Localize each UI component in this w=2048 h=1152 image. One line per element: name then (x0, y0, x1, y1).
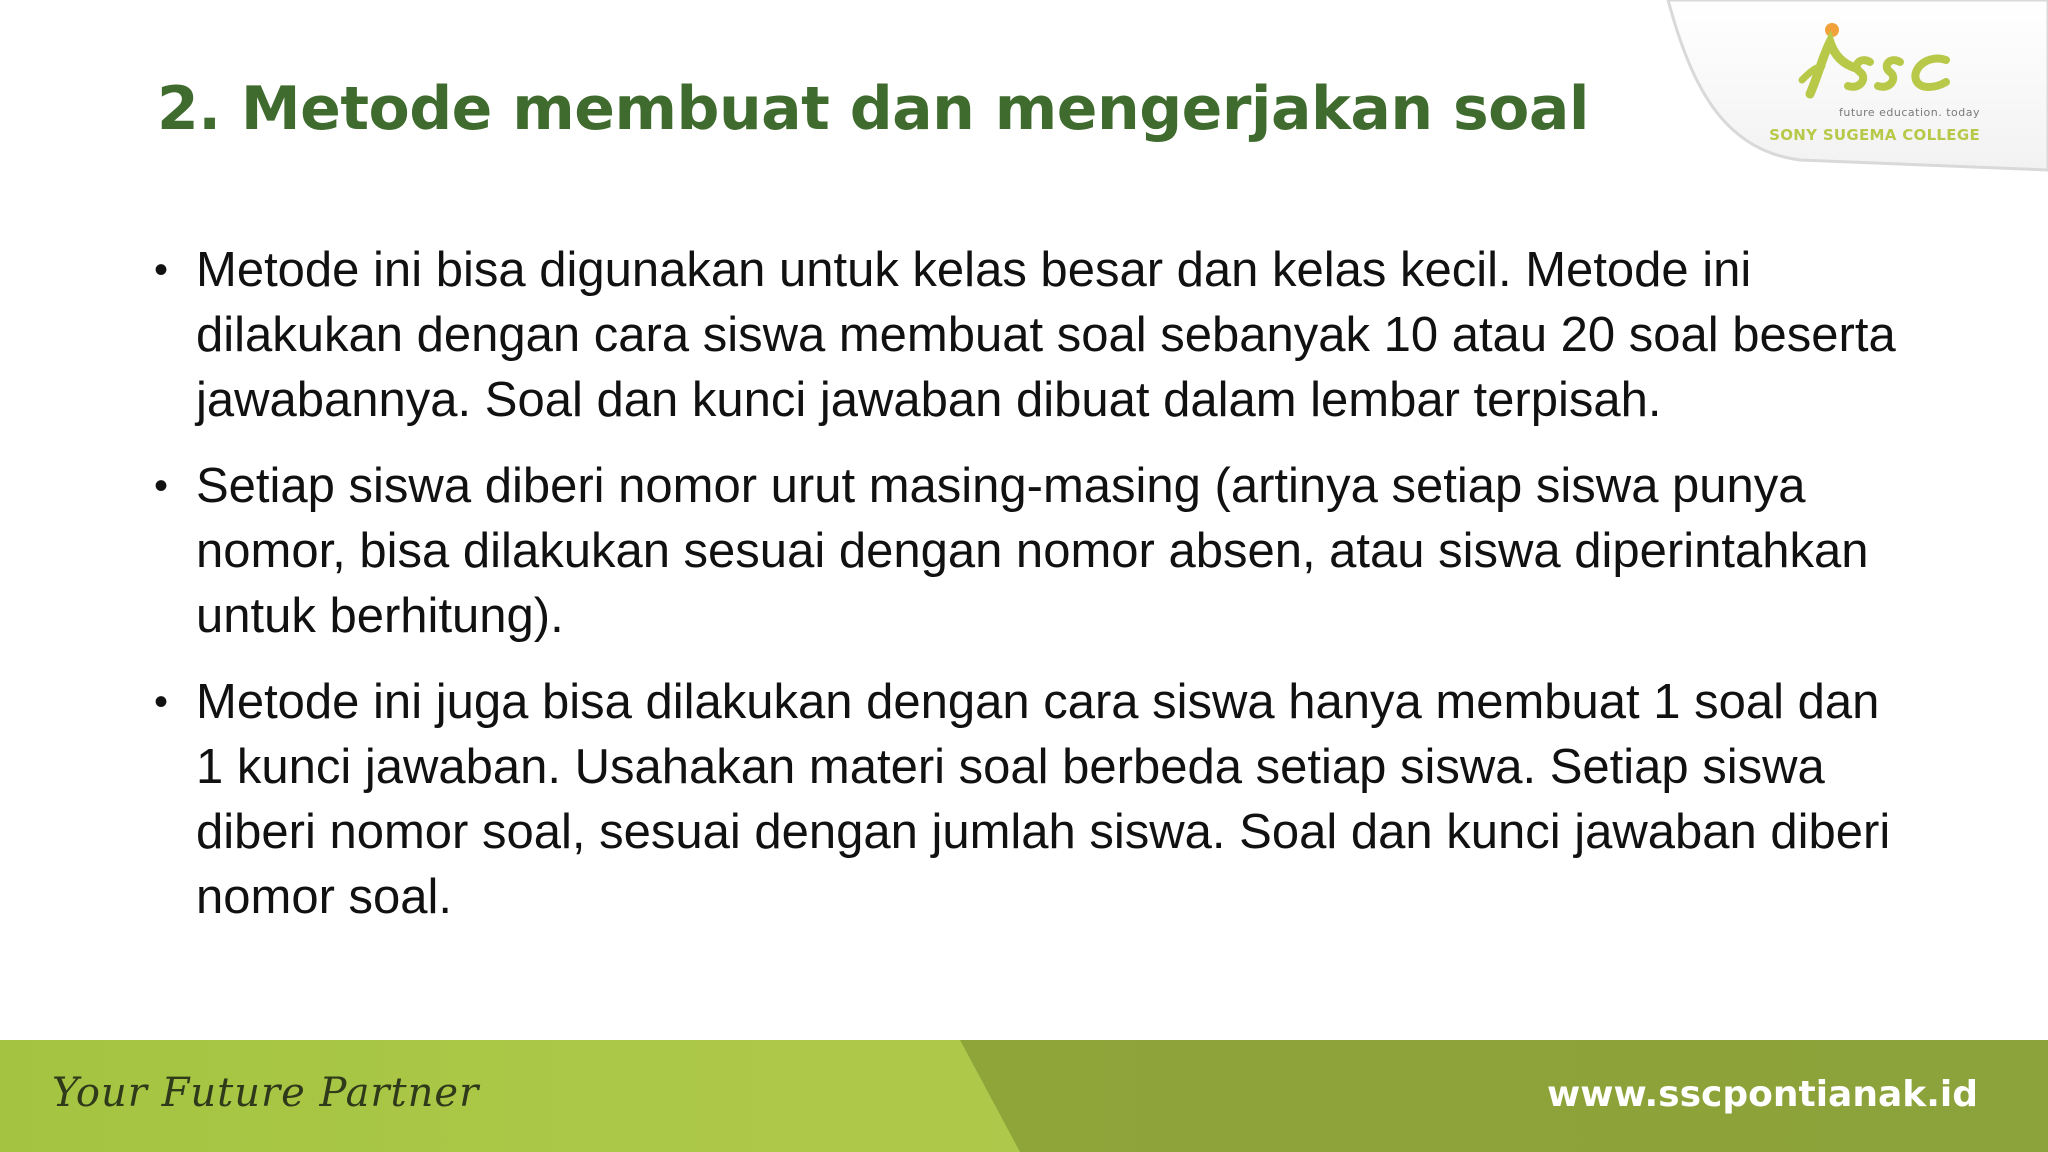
bullet-list (150, 238, 1910, 951)
slide-title: 2. Metode membuat dan mengerjakan soal (157, 74, 1589, 144)
bullet-text: Metode ini juga bisa dilakukan dengan cara siswa hanya membuat 1 soal dan 1 kunci jawaban. Usahakan materi soal berbeda setiap siswa. Setiap siswa diberi nomor soal, sesuai dengan jumlah siswa. Soal dan kunci jawaban diberi nomor soal. (196, 675, 1891, 924)
footer-bar (0, 1040, 2048, 1152)
bullet-item (150, 454, 1910, 649)
ssc-logo (1760, 16, 1980, 156)
bullet-item (150, 670, 1910, 930)
ssc-logo-mark (1760, 16, 1980, 106)
bullet-dot: • (154, 464, 169, 508)
bullet-dot: • (154, 248, 169, 292)
bullet-item (150, 238, 1910, 433)
bullet-dot: • (154, 680, 169, 724)
footer-website: www.sscpontianak.id (1547, 1074, 1978, 1115)
bullet-text: Setiap siswa diberi nomor urut masing-masing (artinya setiap siswa punya nomor, bisa dilakukan sesuai dengan nomor absen, atau siswa diperintahkan untuk berhitung). (196, 459, 1869, 643)
logo-name: SONY SUGEMA COLLEGE (1769, 126, 1980, 144)
logo-tagline: future education. today (1838, 106, 1980, 119)
bullet-text: Metode ini bisa digunakan untuk kelas besar dan kelas kecil. Metode ini dilakukan dengan cara siswa membuat soal sebanyak 10 atau 20 soal beserta jawabannya. Soal dan kunci jawaban dibuat dalam lembar terpisah. (196, 243, 1896, 427)
footer-tagline: Your Future Partner (52, 1070, 480, 1116)
